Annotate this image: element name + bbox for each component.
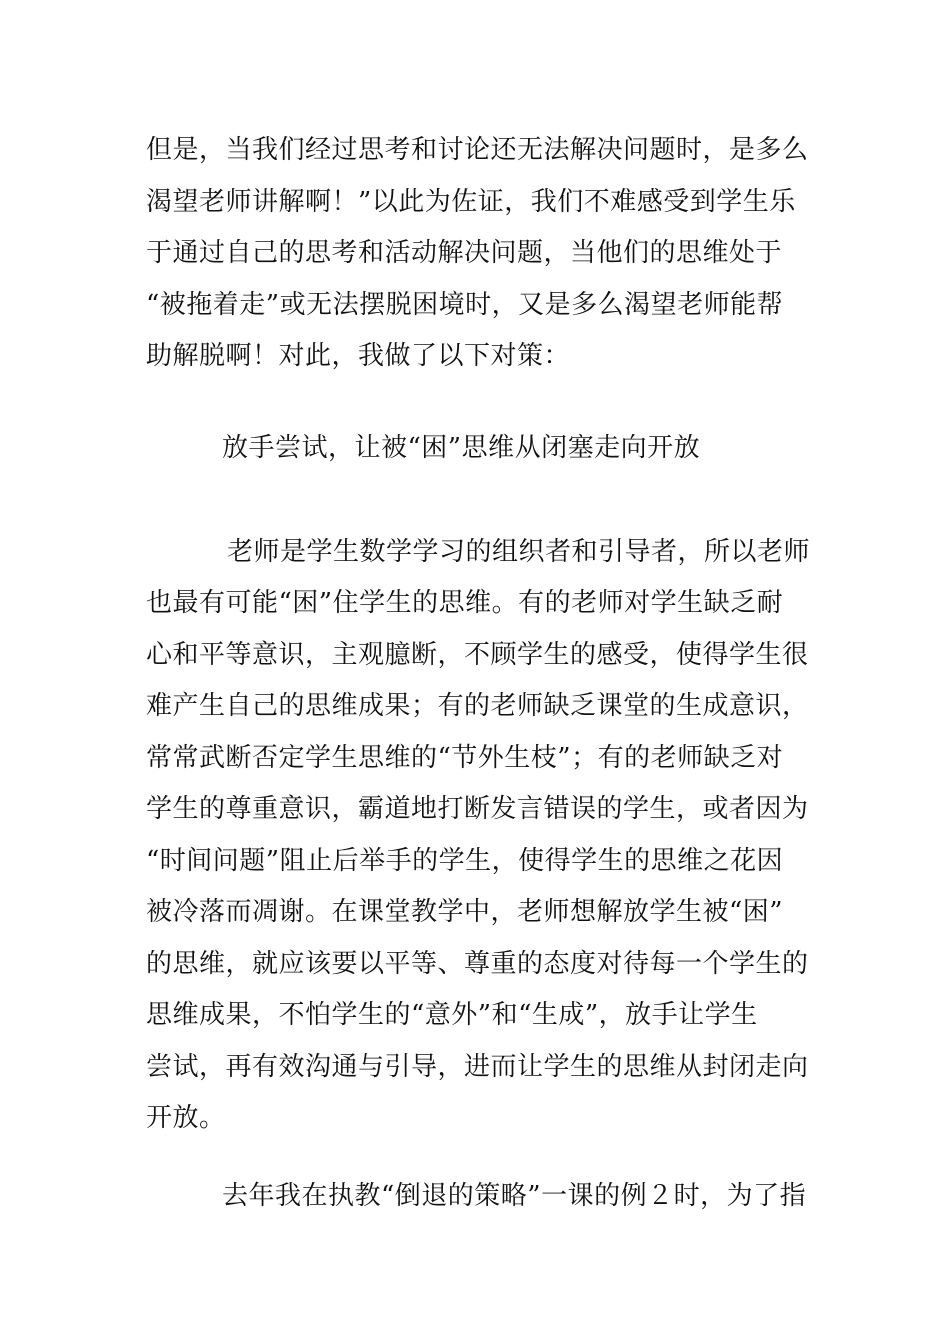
paragraph-2-line-11: 尝试，再有效沟通与引导，进而让学生的思维从封闭走向 <box>146 1052 809 1082</box>
paragraph-1-line-2: 渴望老师讲解啊！”以此为佐证，我们不难感受到学生乐 <box>146 187 796 217</box>
paragraph-2-line-5: 常常武断否定学生思维的“节外生枝”；有的老师缺乏对 <box>146 743 784 773</box>
paragraph-3-line-1: 去年我在执教“倒退的策略”一课的例２时，为了指 <box>222 1181 807 1211</box>
paragraph-1-line-4: “被拖着走”或无法摆脱困境时，又是多么渴望老师能帮 <box>146 290 784 320</box>
paragraph-2-line-10: 思维成果，不怕学生的“意外”和“生成”，放手让学生 <box>146 1000 758 1030</box>
paragraph-1-line-5: 助解脱啊！对此，我做了以下对策： <box>146 341 571 371</box>
paragraph-2-line-1: 老师是学生数学学习的组织者和引导者，所以老师 <box>227 537 811 567</box>
paragraph-2-line-7: “时间问题”阻止后举手的学生，使得学生的思维之花因 <box>146 846 784 876</box>
paragraph-1-line-1: 但是，当我们经过思考和讨论还无法解决问题时，是多么 <box>146 135 809 165</box>
paragraph-2-line-6: 学生的尊重意识，霸道地打断发言错误的学生，或者因为 <box>146 794 809 824</box>
paragraph-2-line-12: 开放。 <box>146 1103 226 1133</box>
paragraph-1-line-3: 于通过自己的思考和活动解决问题，当他们的思维处于 <box>146 238 783 268</box>
section-heading: 放手尝试，让被“困”思维从闭塞走向开放 <box>222 433 701 463</box>
paragraph-2-line-2: 也最有可能“困”住学生的思维。有的老师对学生缺乏耐 <box>146 588 784 618</box>
paragraph-2-line-4: 难产生自己的思维成果；有的老师缺乏课堂的生成意识， <box>146 691 809 721</box>
paragraph-2-line-8: 被冷落而凋谢。在课堂教学中，老师想解放学生被“困” <box>146 897 784 927</box>
paragraph-2-line-9: 的思维，就应该要以平等、尊重的态度对待每一个学生的 <box>146 949 809 979</box>
paragraph-2-line-3: 心和平等意识，主观臆断，不顾学生的感受，使得学生很 <box>146 640 809 670</box>
